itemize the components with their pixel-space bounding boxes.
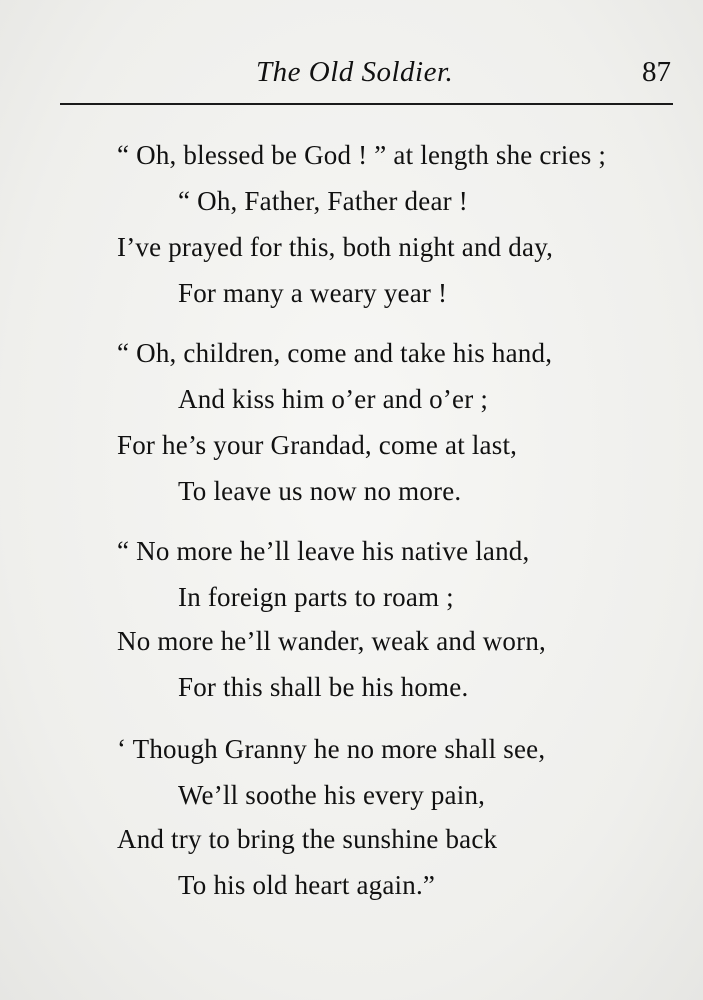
poem-line: And try to bring the sunshine back	[117, 824, 498, 854]
header-rule	[60, 103, 673, 105]
poem-line: “ No more he’ll leave his native land,	[117, 536, 530, 566]
poem-line: “ Oh, children, come and take his hand,	[117, 338, 553, 368]
poem-line: And kiss him o’er and o’er ;	[178, 384, 489, 414]
poem-line: In foreign parts to roam ;	[178, 582, 454, 612]
poem-line: For he’s your Grandad, come at last,	[117, 430, 518, 460]
poem-line: “ Oh, blessed be God ! ” at length she cries ;	[117, 140, 607, 170]
poem-line: No more he’ll wander, weak and worn,	[117, 626, 546, 656]
page-number: 87	[642, 56, 671, 88]
poem-line: To his old heart again.”	[178, 870, 436, 900]
poem-line: For this shall be his home.	[178, 672, 469, 702]
poem-line: To leave us now no more.	[178, 476, 462, 506]
running-title: The Old Soldier.	[256, 56, 454, 88]
poem-line: For many a weary year !	[178, 278, 448, 308]
poem-line: ‘ Though Granny he no more shall see,	[117, 734, 546, 764]
page-header	[60, 52, 673, 96]
poem-line: “ Oh, Father, Father dear !	[178, 186, 468, 216]
poem-line: I’ve prayed for this, both night and day,	[117, 232, 554, 262]
poem-line: We’ll soothe his every pain,	[178, 780, 486, 810]
